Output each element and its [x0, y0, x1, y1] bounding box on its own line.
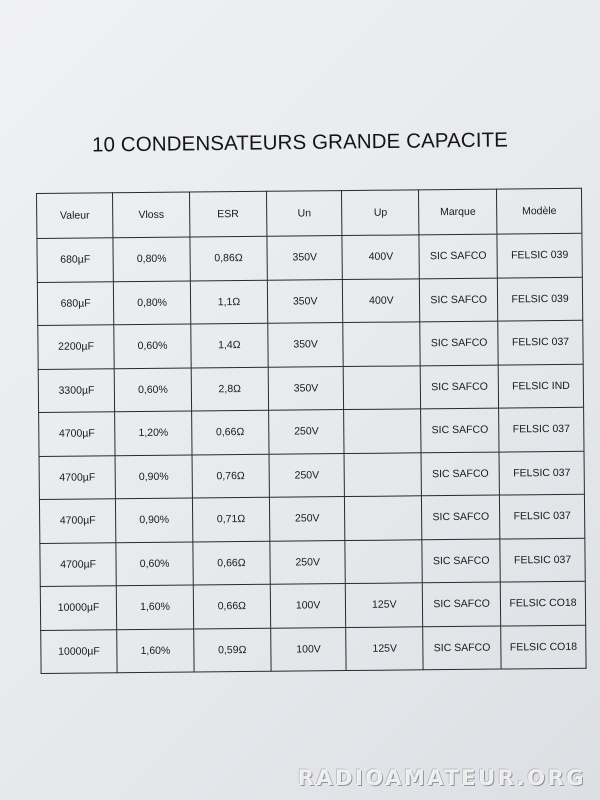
cell-esr: 1,4Ω: [191, 323, 268, 367]
cell-vloss: 0,60%: [114, 324, 191, 368]
cell-modele: FELSIC 037: [498, 320, 583, 364]
cell-esr: 0,66Ω: [193, 584, 270, 628]
document-title: 10 CONDENSATEURS GRANDE CAPACITE: [91, 128, 509, 157]
cell-marque: SIC SAFCO: [420, 278, 498, 322]
table-row: [40, 538, 585, 587]
cell-up: [344, 409, 421, 453]
cell-marque: SIC SAFCO: [419, 234, 497, 278]
cell-vloss: 1,20%: [115, 411, 192, 455]
watermark-logo: RADIOAMATEUR.ORG: [297, 766, 586, 790]
cell-un: 350V: [268, 323, 344, 367]
cell-marque: SIC SAFCO: [420, 365, 498, 409]
cell-valeur: 2200µF: [38, 325, 115, 369]
cell-marque: SIC SAFCO: [422, 539, 500, 583]
cell-up: [344, 365, 421, 409]
cell-un: 250V: [270, 540, 346, 584]
cell-vloss: 0,60%: [116, 542, 193, 586]
cell-esr: 1,1Ω: [190, 280, 267, 324]
cell-valeur: 680µF: [37, 238, 114, 282]
cell-modele: FELSIC 039: [497, 277, 582, 321]
table-row: [39, 494, 584, 543]
cell-un: 100V: [270, 584, 346, 628]
table-row: [38, 364, 583, 413]
cell-up: 400V: [342, 235, 419, 279]
table-row: [41, 625, 586, 674]
cell-marque: SIC SAFCO: [422, 495, 500, 539]
table-row: [39, 407, 584, 456]
cell-un: 250V: [268, 410, 344, 454]
cell-up: [344, 452, 421, 496]
header-un: Un: [266, 191, 342, 237]
cell-esr: 0,86Ω: [190, 236, 267, 280]
cell-vloss: 0,90%: [115, 455, 192, 499]
cell-un: 250V: [269, 453, 345, 497]
cell-vloss: 1,60%: [117, 629, 194, 673]
table-row: [37, 277, 582, 326]
cell-valeur: 4700µF: [39, 455, 116, 499]
cell-esr: 0,71Ω: [192, 497, 269, 541]
cell-marque: SIC SAFCO: [420, 321, 498, 365]
cell-up: [343, 322, 420, 366]
cell-modele: FELSIC 037: [499, 451, 584, 495]
cell-un: 350V: [268, 366, 344, 410]
cell-up: [345, 539, 422, 583]
cell-valeur: 3300µF: [38, 368, 115, 412]
cell-valeur: 10000µF: [41, 629, 118, 673]
table-row: [40, 581, 585, 630]
cell-vloss: 0,80%: [113, 237, 190, 281]
cell-esr: 2,8Ω: [191, 367, 268, 411]
cell-esr: 0,66Ω: [192, 410, 269, 454]
cell-modele: FELSIC CO18: [501, 625, 586, 669]
cell-modele: FELSIC 037: [500, 538, 585, 582]
cell-esr: 0,76Ω: [192, 454, 269, 498]
cell-vloss: 0,90%: [116, 498, 193, 542]
table-row: [37, 233, 582, 282]
cell-up: 125V: [346, 583, 423, 627]
header-vloss: Vloss: [113, 192, 190, 238]
table-header-row: [37, 188, 582, 238]
table-row: [38, 320, 583, 369]
cell-esr: 0,59Ω: [194, 628, 271, 672]
cell-modele: FELSIC CO18: [500, 581, 585, 625]
cell-modele: FELSIC 037: [499, 407, 584, 451]
cell-marque: SIC SAFCO: [422, 582, 500, 626]
cell-vloss: 0,60%: [114, 368, 191, 412]
cell-valeur: 4700µF: [39, 412, 116, 456]
table-row: [39, 451, 584, 500]
cell-modele: FELSIC 037: [500, 494, 585, 538]
cell-marque: SIC SAFCO: [421, 452, 499, 496]
header-marque: Marque: [419, 189, 497, 235]
cell-marque: SIC SAFCO: [421, 408, 499, 452]
cell-vloss: 1,60%: [116, 585, 193, 629]
cell-un: 250V: [269, 497, 345, 541]
cell-esr: 0,66Ω: [193, 541, 270, 585]
table-body: [37, 233, 586, 673]
cell-vloss: 0,80%: [113, 281, 190, 325]
cell-valeur: 680µF: [37, 281, 114, 325]
header-esr: ESR: [189, 191, 266, 237]
cell-modele: FELSIC IND: [498, 364, 583, 408]
header-valeur: Valeur: [37, 193, 114, 239]
cell-up: 125V: [346, 626, 423, 670]
cell-valeur: 4700µF: [40, 542, 117, 586]
cell-un: 100V: [270, 627, 346, 671]
capacitor-table: [36, 188, 587, 674]
cell-valeur: 4700µF: [39, 499, 116, 543]
header-modele: Modèle: [497, 188, 582, 234]
cell-un: 350V: [267, 279, 343, 323]
cell-up: [345, 496, 422, 540]
cell-valeur: 10000µF: [40, 586, 117, 630]
cell-marque: SIC SAFCO: [423, 626, 501, 670]
cell-up: 400V: [343, 278, 420, 322]
cell-un: 350V: [267, 236, 343, 280]
cell-modele: FELSIC 039: [497, 233, 582, 277]
header-up: Up: [342, 190, 419, 236]
